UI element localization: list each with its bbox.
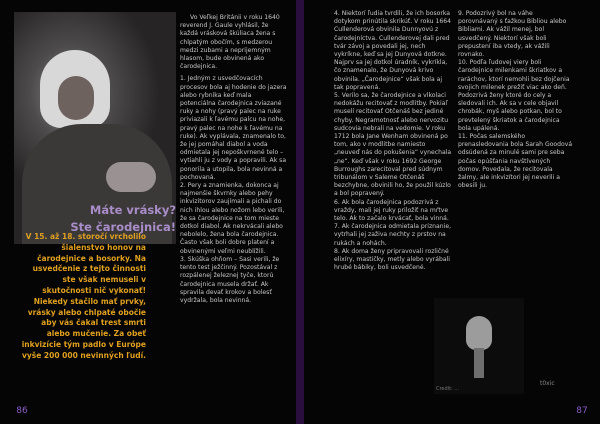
page-number-right: 87	[576, 406, 588, 416]
item-11: 11. Počas salemského prenasledovania bola Sarah Goodová odsúdená za minulé sami pre seba počas opúšťania navštívených domov. Povedala, že recitovala žalmy, ale inkvizítori jej neverili a obesili ju.	[458, 133, 573, 190]
xray-image	[434, 298, 524, 394]
item-10: 10. Podľa ľudovej viery boli čarodejnice milenkami škriatkov a raráchov, ktorí nemohli bez dojčenia svojich milenek prežiť viac ako deň. Podozrivá ženy ktoré do cely a sledovali ich. Ak sa v cele objavil chrobák, myš alebo potkan, bol to prevtelený škriatok a čarodejnica bola upálená.	[458, 59, 570, 132]
skull-icon	[466, 316, 492, 350]
left-column	[180, 14, 288, 305]
item-1: 1. Jedným z usvedčovacích procesov bola aj hodenie do jazera alebo rybníka keď mala potenciálna čarodejnica zviazané ruky a nohy (pravý palec na ruke priviazali k ľavému palcu na nohe, pravý palec na nohe k ľavému na ruke). Ak vyplávala, znamenalo to, že jej pomáhal diabol a voda odmietala jej nepoškvrnené telo – vytiahli ju z vody a popravili. Ak sa ponorila a utopila, bola nevinná a pochovaná.	[180, 75, 287, 181]
item-2: 2. Pery a znamienka, dokonca aj najmenšie škvrnky alebo pehy inkvizitorov zaujímali a pichali do nich ihlou alebo nožom lebo verili, že sa čarodejnice na tom mieste dotkol diabol. Ak nekrvácali alebo nebolelo, žena bola čarodejnica. Často však boli dobre platení a obvinenými veľmi neublížili.	[180, 182, 285, 255]
item-8: 8. Ak doma ženy pripravovali rozličné elixíry, mastičky, metly alebo vyrábali hrubé bábiky, boli usvedčené.	[334, 247, 450, 272]
page-number-left: 86	[16, 406, 28, 416]
left-page	[0, 0, 296, 424]
item-3: 3. Skúška ohňom – Sasi verili, že tento test ježčinný. Pozostával z rozpálenej železnej tyče, ktorú čarodejnica musela držať. Ak spravila devať krokov a bolesť vydržala, bola nevinná.	[180, 255, 280, 304]
col-top-text: Vo Veľkej Británii v roku 1640 reverend J. Gaule vyhlásil, že každá vrásková škúliaca žena s chlpatým obočím, s medzerou medzi zubami a neprijemným hlasom, bude obvinená ako čarodejnica.	[180, 14, 280, 71]
xray-caption: Credit: ...	[436, 386, 460, 392]
right-column-1	[334, 10, 452, 273]
photo-caption	[20, 202, 176, 236]
item-6: 6. Ak bola čarodejnica podozrivá z vraždy, mali jej ruky priložiť na mŕtve telo. Ak to začalo krvácať, bola vinná.	[334, 198, 449, 223]
item-4: 4. Niektorí ľudia tvrdili, že ich bosorka dotykom prinútila skrikúť. V roku 1664 Cullenderová obvinila Dunnyovú z čarodejníctva. Cullenderovej dali pred tvár závoj a povedali jej, nech vykríkne, keď sa jej Dunyová dotkne. Najprv sa jej dotkol úradník, vykríkla, čo znamenalo, že Dunyová krivo obvinila. „Čarodejnice“ však bola aj tak popravená.	[334, 10, 451, 91]
intro-text: V 15. až 18. storočí vrcholilo šialenstvo honov na čarodejnice a bosorky. Na usvedčenie z tejto činnosti ste však nemuseli v skutočnosti nič vykonať! Niekedy stačilo mať prvky, vrásky alebo chlpaté obočie aby vás čakal trest smrti alebo mučenie. Za obeť inkvizície tým padlo v Európe vyše 200 000 nevinných ľudí.	[21, 232, 146, 360]
spine	[296, 0, 304, 424]
item-9: 9. Podozrivý bol na váhe porovnávaný s ťažkou Bibliou alebo Bibliami. Ak vážil menej, bol usvedčený. Niektorí však boli prepustení iba vtedy, ak vážili rovnako.	[458, 10, 567, 59]
right-column-2	[458, 10, 574, 190]
item-5: 5. Verilo sa, že čarodejnice a vlkolaci nedokážu recitovať z modlitby. Pokiaľ muselí recitovať Otčenáš bez jediné chyby. Negramotnosť alebo nervozitu sudcovia nebrali na vedomie. V roku 1712 bola Jane Wenham obvinená po tom, ako v modlitbe namiesto „neuveď nás do pokušenia“ vynechala „ne“. Keď však v roku 1692 George Burroughs zarecitoval pred súdnym tribunálom v Saleme Otčenáš bezchybne, obvinili ho, že použil kúzlo a bol popravený.	[334, 92, 452, 198]
caption-line-2: Ste čarodejnica!	[70, 220, 176, 234]
caption-line-1: Máte vrásky?	[89, 203, 176, 217]
item-7: 7. Ak čarodejnica odmietala priznanie, vytrhali jej zaživa nechty z prstov na rukách a nohách.	[334, 223, 452, 247]
toxic-label: t0xic	[540, 380, 555, 387]
